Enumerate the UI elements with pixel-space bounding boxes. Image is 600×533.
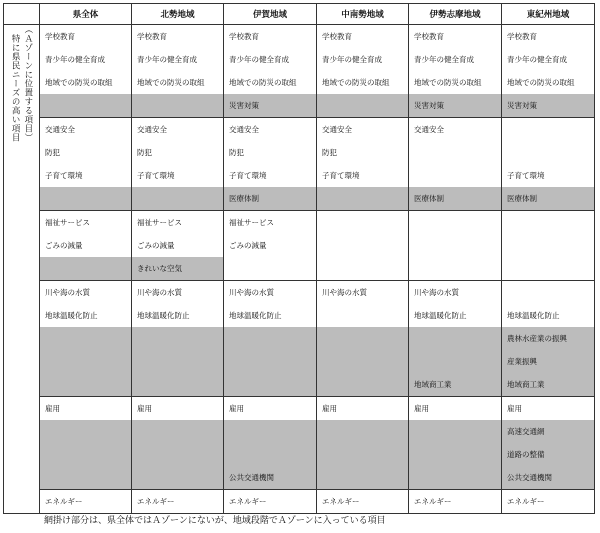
cell-items — [409, 281, 501, 396]
item: ごみの減量 — [45, 241, 83, 250]
cell-items — [40, 25, 131, 117]
item-shaded — [224, 350, 316, 373]
region-cell — [502, 25, 595, 118]
region-cell — [40, 490, 132, 514]
item — [409, 211, 501, 234]
item-shaded — [132, 373, 223, 396]
item: 青少年の健全育成 — [322, 55, 382, 64]
region-cell — [40, 25, 132, 118]
region-cell — [409, 490, 502, 514]
item-shaded: 産業振興 — [502, 350, 594, 373]
cell-items — [317, 397, 408, 489]
cell-items — [502, 25, 594, 117]
item: 地球温暖化防止 — [45, 311, 98, 320]
item: 福祉サービス — [45, 218, 90, 227]
item: 交通安全 — [414, 125, 444, 134]
cell-items — [40, 397, 131, 489]
cell-items — [224, 211, 316, 280]
item: 地域での防災の取組 — [137, 78, 205, 87]
side-label — [4, 25, 40, 514]
item: 雇用 — [322, 404, 337, 413]
item: ごみの減量 — [137, 241, 175, 250]
region-cell — [502, 118, 595, 211]
item: 福祉サービス — [229, 218, 274, 227]
item: 雇用 — [507, 404, 522, 413]
header-corner — [4, 4, 40, 25]
cell-items — [224, 118, 316, 210]
item-shaded — [224, 443, 316, 466]
item-shaded — [132, 94, 223, 117]
item: 雇用 — [229, 404, 244, 413]
region-cell — [409, 397, 502, 490]
cell-items — [409, 397, 501, 489]
item-shaded — [317, 327, 408, 350]
item: 雇用 — [45, 404, 60, 413]
item: エネルギー — [507, 497, 545, 506]
cell-items — [502, 118, 594, 210]
item: 青少年の健全育成 — [137, 55, 197, 64]
group-row — [4, 25, 595, 118]
item — [502, 118, 594, 141]
item-shaded — [132, 443, 223, 466]
item: 交通安全 — [137, 125, 167, 134]
cell-items — [40, 490, 131, 513]
item: 子育て環境 — [322, 171, 360, 180]
cell-items — [317, 281, 408, 396]
item: 交通安全 — [322, 125, 352, 134]
item — [502, 211, 594, 234]
needs-table — [3, 3, 595, 514]
item-shaded: 道路の整備 — [502, 443, 594, 466]
item: 川や海の水質 — [322, 288, 367, 297]
item — [317, 211, 408, 234]
item-shaded — [40, 443, 131, 466]
item — [409, 257, 501, 280]
item-shaded — [40, 466, 131, 489]
item-shaded: 地域商工業 — [409, 373, 501, 396]
region-cell — [224, 25, 317, 118]
header-row — [4, 4, 595, 25]
item: 川や海の水質 — [229, 288, 274, 297]
cell-items — [132, 281, 223, 396]
header-region: 伊賀地域 — [224, 4, 317, 25]
item — [502, 234, 594, 257]
item-shaded — [409, 420, 501, 443]
cell-items — [40, 211, 131, 280]
item: 青少年の健全育成 — [414, 55, 474, 64]
group-row — [4, 281, 595, 397]
item-shaded — [40, 187, 131, 210]
item: 子育て環境 — [229, 171, 267, 180]
region-cell — [317, 25, 409, 118]
cell-items — [502, 397, 594, 489]
cell-items — [409, 25, 501, 117]
region-cell — [40, 118, 132, 211]
item-shaded — [132, 420, 223, 443]
item: 子育て環境 — [507, 171, 545, 180]
table-body — [4, 25, 595, 514]
item-shaded — [409, 350, 501, 373]
item: 学校教育 — [414, 32, 444, 41]
cell-items — [224, 25, 316, 117]
item-shaded — [409, 466, 501, 489]
item-shaded — [40, 373, 131, 396]
item: エネルギー — [45, 497, 83, 506]
header-region: 東紀州地域 — [502, 4, 595, 25]
cell-items — [502, 490, 594, 513]
cell-items — [132, 211, 223, 280]
region-cell — [132, 490, 224, 514]
item: 川や海の水質 — [137, 288, 182, 297]
item-shaded — [317, 443, 408, 466]
region-cell — [317, 281, 409, 397]
item-shaded — [132, 350, 223, 373]
header-region: 北勢地域 — [132, 4, 224, 25]
item-shaded: 医療体制 — [224, 187, 316, 210]
item — [502, 141, 594, 164]
item: 防犯 — [322, 148, 337, 157]
header-region: 県全体 — [40, 4, 132, 25]
item-shaded — [40, 94, 131, 117]
item: 地球温暖化防止 — [507, 311, 560, 320]
region-cell — [132, 211, 224, 281]
item: 学校教育 — [507, 32, 537, 41]
item: 地球温暖化防止 — [137, 311, 190, 320]
item: 学校教育 — [229, 32, 259, 41]
region-cell — [40, 281, 132, 397]
item: 川や海の水質 — [414, 288, 459, 297]
region-cell — [409, 211, 502, 281]
item — [317, 234, 408, 257]
item: 学校教育 — [45, 32, 75, 41]
region-cell — [502, 397, 595, 490]
item: エネルギー — [414, 497, 452, 506]
item: 学校教育 — [322, 32, 352, 41]
item: 地域での防災の取組 — [45, 78, 113, 87]
item: 交通安全 — [229, 125, 259, 134]
item: 子育て環境 — [137, 171, 175, 180]
item: エネルギー — [137, 497, 175, 506]
region-cell — [409, 281, 502, 397]
item: ごみの減量 — [229, 241, 267, 250]
item-shaded — [317, 94, 408, 117]
item-shaded — [317, 466, 408, 489]
item-shaded: 災害対策 — [224, 94, 316, 117]
side-label-line2: （Ａゾーンに位置する項目） — [22, 25, 33, 142]
item: 防犯 — [229, 148, 244, 157]
item: 雇用 — [414, 404, 429, 413]
item-shaded — [40, 420, 131, 443]
item-shaded: 災害対策 — [502, 94, 594, 117]
region-cell — [317, 397, 409, 490]
cell-items — [317, 118, 408, 210]
item — [409, 164, 501, 187]
item: 雇用 — [137, 404, 152, 413]
region-cell — [224, 490, 317, 514]
region-cell — [132, 25, 224, 118]
region-cell — [317, 490, 409, 514]
item-shaded: 公共交通機関 — [502, 466, 594, 489]
group-row — [4, 490, 595, 514]
item — [502, 257, 594, 280]
item-shaded: 高速交通網 — [502, 420, 594, 443]
item-shaded — [317, 350, 408, 373]
item: 川や海の水質 — [45, 288, 90, 297]
group-row — [4, 397, 595, 490]
region-cell — [132, 397, 224, 490]
item — [224, 257, 316, 280]
cell-items — [409, 211, 501, 280]
item: 青少年の健全育成 — [507, 55, 567, 64]
item-shaded — [317, 373, 408, 396]
item: 地域での防災の取組 — [507, 78, 575, 87]
region-cell — [224, 397, 317, 490]
region-cell — [502, 281, 595, 397]
item-shaded — [409, 443, 501, 466]
region-cell — [317, 211, 409, 281]
item-shaded — [224, 373, 316, 396]
cell-items — [317, 490, 408, 513]
region-cell — [224, 211, 317, 281]
item: 青少年の健全育成 — [229, 55, 289, 64]
region-cell — [40, 211, 132, 281]
region-cell — [224, 281, 317, 397]
item-shaded: 公共交通機関 — [224, 466, 316, 489]
cell-items — [409, 490, 501, 513]
region-cell — [502, 490, 595, 514]
cell-items — [132, 118, 223, 210]
item-shaded — [224, 420, 316, 443]
region-cell — [224, 118, 317, 211]
group-row — [4, 118, 595, 211]
item-shaded — [40, 350, 131, 373]
item-shaded: 地域商工業 — [502, 373, 594, 396]
region-cell — [502, 211, 595, 281]
region-cell — [317, 118, 409, 211]
item-shaded: 農林水産業の振興 — [502, 327, 594, 350]
item — [409, 141, 501, 164]
group-row — [4, 211, 595, 281]
cell-items — [317, 25, 408, 117]
region-cell — [132, 281, 224, 397]
item-shaded: きれいな空気 — [132, 257, 223, 280]
item: 地球温暖化防止 — [414, 311, 467, 320]
region-cell — [132, 118, 224, 211]
item: 地域での防災の取組 — [414, 78, 482, 87]
item: 防犯 — [45, 148, 60, 157]
cell-items — [502, 211, 594, 280]
header-region: 中南勢地域 — [317, 4, 409, 25]
cell-items — [132, 25, 223, 117]
item — [409, 234, 501, 257]
item-shaded — [317, 187, 408, 210]
item: 地域での防災の取組 — [229, 78, 297, 87]
item: 福祉サービス — [137, 218, 182, 227]
item-shaded — [40, 327, 131, 350]
item-shaded — [224, 327, 316, 350]
cell-items — [40, 281, 131, 396]
item: 地域での防災の取組 — [322, 78, 390, 87]
item: 青少年の健全育成 — [45, 55, 105, 64]
cell-items — [224, 281, 316, 396]
region-cell — [409, 118, 502, 211]
cell-items — [40, 118, 131, 210]
cell-items — [502, 281, 594, 396]
item: 交通安全 — [45, 125, 75, 134]
item-shaded: 医療体制 — [409, 187, 501, 210]
footnote: 網掛け部分は、県全体ではＡゾーンにないが、地域段階でＡゾーンに入っている項目 — [44, 516, 386, 526]
cell-items — [224, 490, 316, 513]
cell-items — [409, 118, 501, 210]
item-shaded — [132, 327, 223, 350]
item: エネルギー — [229, 497, 267, 506]
item: 地球温暖化防止 — [229, 311, 282, 320]
side-label-line1: 特に県民ニーズの高い項目 — [10, 34, 21, 142]
cell-items — [132, 397, 223, 489]
cell-items — [132, 490, 223, 513]
item-shaded — [40, 257, 131, 280]
item-shaded: 災害対策 — [409, 94, 501, 117]
item — [317, 257, 408, 280]
cell-items — [224, 397, 316, 489]
item: 防犯 — [137, 148, 152, 157]
item-shaded — [132, 187, 223, 210]
item-shaded — [409, 327, 501, 350]
item: 学校教育 — [137, 32, 167, 41]
item: 子育て環境 — [45, 171, 83, 180]
item-shaded: 医療体制 — [502, 187, 594, 210]
item — [317, 304, 408, 327]
region-cell — [40, 397, 132, 490]
region-cell — [409, 25, 502, 118]
item-shaded — [132, 466, 223, 489]
item — [502, 281, 594, 304]
item: エネルギー — [322, 497, 360, 506]
cell-items — [317, 211, 408, 280]
header-region: 伊勢志摩地域 — [409, 4, 502, 25]
item-shaded — [317, 420, 408, 443]
